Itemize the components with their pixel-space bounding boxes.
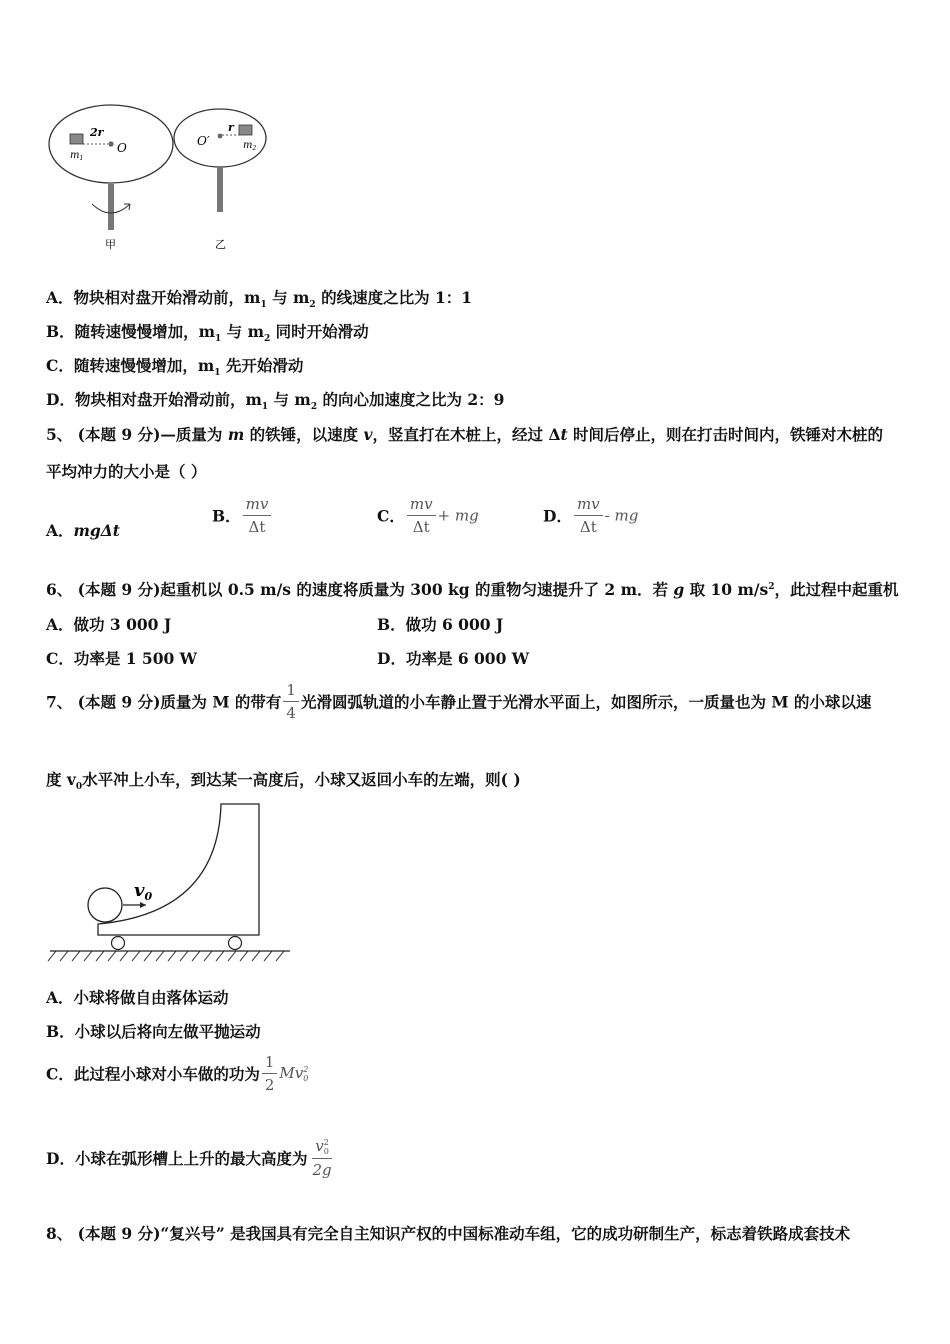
left-radius-label: 2r xyxy=(90,126,104,139)
left-block-m1 xyxy=(70,134,83,144)
q4-option-d[interactable]: D．物块相对盘开始滑动前，$m_1$ 与 $m_2$ 的向心加速度之比为 2：9 xyxy=(46,390,505,413)
q7-option-b[interactable]: B．小球以后将向左做平抛运动 xyxy=(46,1022,261,1041)
q5-option-a[interactable]: A．mgΔt xyxy=(46,521,120,540)
right-mass-label: $m_2$ xyxy=(243,140,257,152)
q4-option-c[interactable]: C．随转速慢慢增加，$m_1$ 先开始滑动 xyxy=(46,356,304,379)
right-radius-label: r xyxy=(228,121,234,134)
right-center-label: O′ xyxy=(197,134,210,148)
q5-stem: 5、 (本题 9 分)—质量为 m 的铁锤，以速度 v，竖直打在木桩上，经过 Δt 时间后停止，则在打击时间内，铁锤对木桩的 xyxy=(46,425,884,444)
turntable-figure xyxy=(44,100,274,260)
cart-wheel-left xyxy=(112,937,125,950)
q5-option-d[interactable]: D． $\frac{mv}{\Delta t}$ - mg xyxy=(543,495,639,536)
q6-stem: 6、 (本题 9 分)起重机以 0.5 m/s 的速度将质量为 300 kg 的重物匀速提升了 2 m．若 g 取 10 $m/s^2$，此过程中起重机 xyxy=(46,580,899,599)
q8-stem: 8、 (本题 9 分)“复兴号” 是我国具有完全自主知识产权的中国标准动车组，它的成功研制生产，标志着铁路成套技术 xyxy=(46,1224,851,1243)
q6-option-c[interactable]: C．功率是 1 500 W xyxy=(46,649,198,668)
q4-option-b[interactable]: B．随转速慢慢增加，$m_1$ 与 $m_2$ 同时开始滑动 xyxy=(46,322,369,345)
q7-stem: 7、 (本题 9 分)质量为 M 的带有 $\frac{1}{4}$ 光滑圆弧轨道的小车静止置于光滑水平面上，如图所示，一质量也为 M 的小球以速 xyxy=(46,681,872,722)
q7-option-c[interactable]: C．此过程小球对小车做的功为 $\frac{1}{2}$ Mv 2 0 xyxy=(46,1053,309,1094)
cart-figure xyxy=(46,798,296,968)
q5-option-b[interactable]: B． $\frac{mv}{\Delta t}$ xyxy=(212,495,273,536)
right-block-m2 xyxy=(239,125,252,135)
cart-body xyxy=(98,804,259,935)
q6-option-b[interactable]: B．做功 6 000 J xyxy=(377,615,504,634)
cart-wheel-right xyxy=(229,937,242,950)
left-shaft xyxy=(108,184,114,230)
left-center-label: O xyxy=(117,141,127,155)
q5-option-c[interactable]: C． $\frac{mv}{\Delta t}$ + mg xyxy=(377,495,479,536)
ball xyxy=(88,888,122,922)
q6-option-a[interactable]: A．做功 3 000 J xyxy=(46,615,172,634)
right-caption: 乙 xyxy=(215,238,226,251)
q4-option-a[interactable]: A．物块相对盘开始滑动前，$m_1$ 与 $m_2$ 的线速度之比为 1：1 xyxy=(46,288,473,311)
left-mass-label: $m_1$ xyxy=(70,150,84,162)
ground-hatching xyxy=(48,951,284,961)
q7-option-a[interactable]: A．小球将做自由落体运动 xyxy=(46,988,229,1007)
left-caption: 甲 xyxy=(105,238,116,251)
right-shaft xyxy=(217,167,223,212)
q6-option-d[interactable]: D．功率是 6 000 W xyxy=(377,649,530,668)
q5-stem-line2: 平均冲力的大小是（ ） xyxy=(46,462,207,481)
q7-stem-line2: 度 $v_0$水平冲上小车，到达某一高度后，小球又返回小车的左端，则( ) xyxy=(46,770,521,793)
q7-option-d[interactable]: D．小球在弧形槽上上升的最大高度为 v 2 0 2g xyxy=(46,1137,332,1179)
velocity-label: $v_0$ xyxy=(134,880,153,903)
